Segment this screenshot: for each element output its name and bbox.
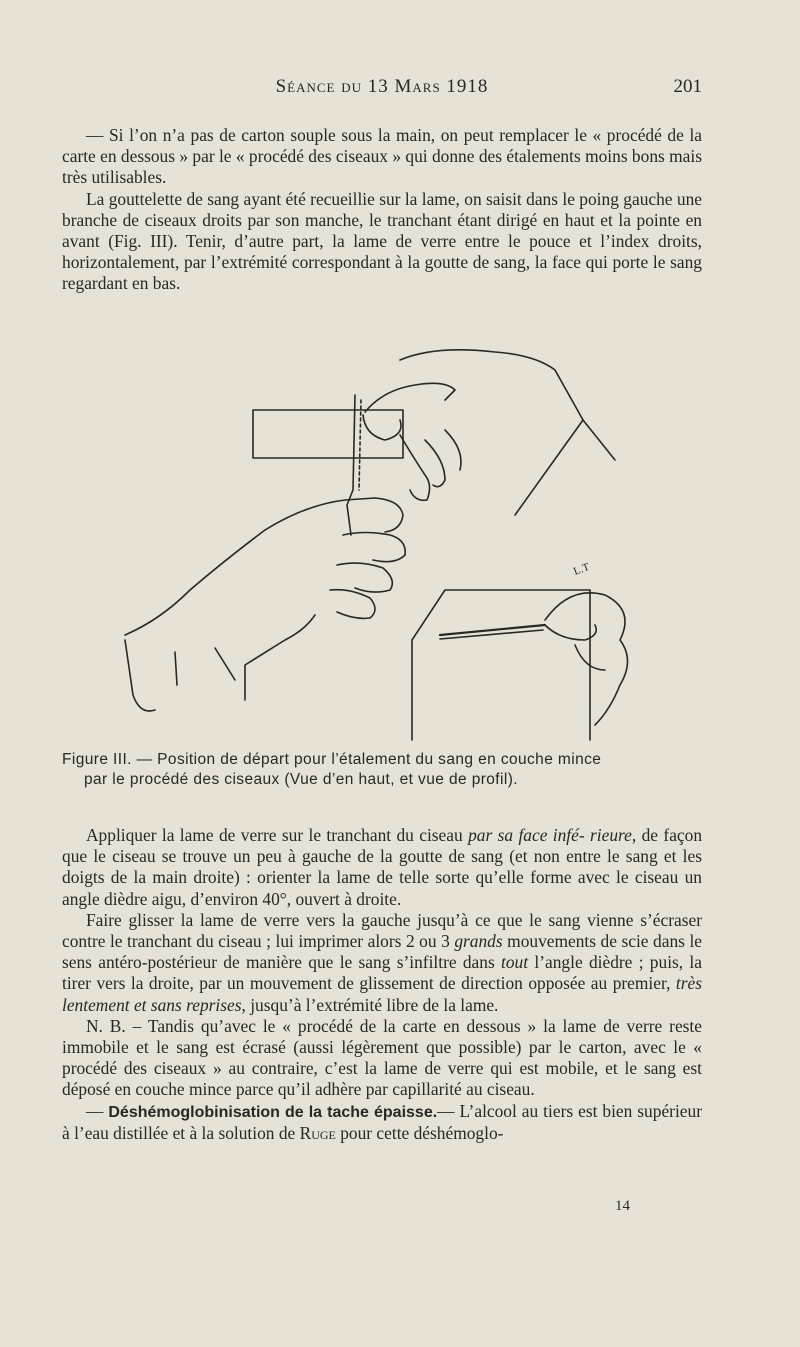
page-header — [62, 76, 702, 102]
caption-line-2: par le procédé des ciseaux (Vue d’en haut, et vue de profil). — [84, 771, 518, 788]
caption-line-1: Figure III. — Position de départ pour l’étalement du sang en couche mince — [62, 751, 602, 768]
paragraph-6 — [62, 1101, 702, 1144]
p6-text-b: pour cette déshémoglo- — [335, 1122, 504, 1143]
text-block-bottom — [62, 825, 702, 1144]
page-number: 201 — [673, 76, 702, 97]
text-block-top — [62, 125, 702, 295]
p6-dash: — — [86, 1100, 109, 1121]
illustrator-mark: L.T — [571, 561, 592, 578]
profile-panel-frame — [412, 590, 590, 640]
p4-text-b: mouvements de scie dans le sens antéro-postérieur de manière que le sang s’infiltre dans — [62, 931, 703, 973]
p4-emphasis-grands: grands — [454, 931, 503, 952]
paragraph-4 — [62, 910, 702, 1016]
hands-scissors-drawing — [115, 340, 705, 750]
scissors-blade — [347, 395, 355, 535]
signature-mark: 14 — [615, 1198, 630, 1214]
p6-name-ruge: Ruge — [299, 1122, 336, 1143]
glass-slide-profile — [440, 625, 545, 635]
glass-slide-top-view — [253, 410, 403, 458]
section-heading: Déshémoglobinisation de la tache épaisse. — [108, 1103, 438, 1121]
paragraph-5: N. B. – Tandis qu’avec le « procédé de la carte en dessous » la lame de verre reste immobile et le sang est écrasé (aussi légèrement que possible) par le carton, avec le « procédé des ciseaux » au contraire, c’est la lame de verre qui est mobile, et le sang est déposé en couche mince parce qu’il adhère par capillarité au ciseau. — [62, 1015, 702, 1100]
figure-caption — [62, 750, 702, 790]
p4-emphasis-tout: tout — [501, 952, 529, 973]
p3-emphasis: par sa face infé- rieure — [468, 825, 632, 845]
p4-emphasis-lentement: très lentement et sans reprises — [62, 973, 702, 1015]
p4-text-d: , jusqu’à l’extrémité libre de la lame. — [241, 994, 499, 1015]
p3-text-b: , de façon que le ciseau se trouve un peu à gauche de la goutte de sang (et non entre le sang et les doigts de la main droite) : orienter la lame de telle sorte qu’elle forme avec le ciseau un angle dièdre aigu, d’environ 40°, ouvert à droite. — [62, 825, 703, 909]
paragraph-3 — [62, 825, 702, 910]
p4-text-a: Faire glisser la lame de verre vers la gauche jusqu’à ce que le sang vienne s’écraser contre le tranchant du ciseau ; lui imprimer alors 2 ou 3 — [62, 909, 702, 952]
left-hand-outline — [265, 498, 403, 532]
p3-text-a: Appliquer la lame de verre sur le tranchant du ciseau — [86, 825, 469, 845]
profile-hand-outline — [545, 593, 628, 725]
p4-text-c: l’angle dièdre ; puis, la tirer vers la droite, par un mouvement de glissement de direction opposée au premier, — [62, 952, 702, 994]
running-title: Séance du 13 Mars 1918 — [275, 76, 489, 97]
right-hand-outline — [400, 350, 583, 515]
figure-iii-illustration — [115, 340, 705, 750]
p6-text-a: — L’alcool au tiers est bien supérieur à l’eau distillée et à la solution de — [62, 1100, 702, 1143]
paragraph-2: La gouttelette de sang ayant été recueillie sur la lame, on saisit dans le poing gauche une branche de ciseaux droits par son manche, le tranchant étant dirigé en haut et la pointe en avant (Fig. III). Tenir, d’autre part, la lame de verre entre le pouce et l’index droits, horizontalement, par l’extrémité correspondant à la goutte de sang, la face qui porte le sang regardant en bas. — [62, 188, 702, 294]
paragraph-1: — Si l’on n’a pas de carton souple sous la main, on peut remplacer le « procédé de la carte en dessous » par le « procédé des ciseaux » qui donne des étalements moins bons mais très utilisables. — [62, 125, 702, 188]
